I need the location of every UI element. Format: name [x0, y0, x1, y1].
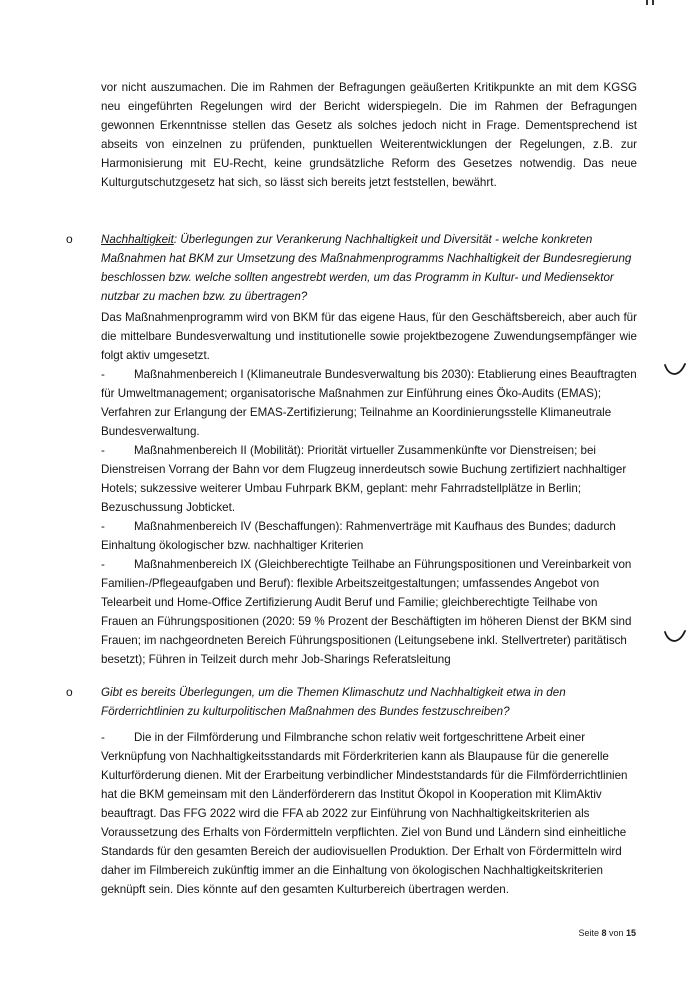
section-klimaschutz-answer — [101, 728, 637, 899]
question-text: Gibt es bereits Überlegungen, um die Themen Klimaschutz und Nachhaltigkeit etwa in den Förderrichtlinien zu kulturpolitischen Maßnahmen des Bundes festzuschreiben? — [101, 686, 566, 718]
check-tick-icon — [664, 363, 686, 377]
corner-staple-mark — [646, 0, 656, 6]
list-dash: - — [101, 368, 105, 381]
list-item — [101, 517, 637, 555]
answer-intro: Das Maßnahmenprogramm wird von BKM für das eigene Haus, für den Geschäftsbereich, aber auch für die mittelbare Bundesverwaltung und institutionelle sowie projektbezogene Zuwendungsempfänger wie folgt aktiv umgesetzt. — [101, 311, 637, 362]
measure-list — [101, 365, 637, 669]
intro-paragraph: vor nicht auszumachen. Die im Rahmen der Befragungen geäußerten Kritikpunkte an mit dem KGSG neu eingeführten Regelungen wird der Bericht widerspiegeln. Die im Rahmen der Befragungen gewonnen Erkenntnisse stellen das Gesetz als solches jedoch nicht in Frage. Dementsprechend ist abseits von einzelnen zu prüfenden, punktuellen Weiterentwicklungen der Regelungen, z.B. zur Harmonisierung mit EU-Recht, keine grundsätzliche Reform des Gesetzes notwendig. Das neue Kulturgutschutzgesetz hat sich, so lässt sich bereits jetzt feststellen, bewährt. — [101, 81, 637, 189]
question-text — [101, 230, 637, 306]
section-klimaschutz-question — [66, 683, 637, 721]
list-dash: - — [101, 444, 105, 457]
list-dash: - — [101, 558, 105, 571]
section-nachhaltigkeit-question — [66, 230, 637, 306]
list-item-text: Maßnahmenbereich IV (Beschaffungen): Rahmenverträge mit Kaufhaus des Bundes; dadurch Einhaltung ökologischer bzw. nachhaltiger Kriterien — [101, 520, 616, 552]
list-item — [101, 441, 637, 517]
list-item-text: Die in der Filmförderung und Filmbranche schon relativ weit fortgeschrittene Arbeit einer Verknüpfung von Nachhaltigkeitsstandards mit Förderkriterien kann als Blaupause für die generelle Kulturförderung dienen. Mit der Erarbeitung verbindlicher Mindeststandards für die Filmförderrichtlinien hat die BKM gemeinsam mit den Länderförderern das Institut Ökopol in Kooperation mit KlimAktiv beauftragt. Das FFG 2022 wird die FFA ab 2022 zur Einführung von Nachhaltigkeitskriterien als Voraussetzung des Erhalts von Fördermitteln verpflichten. Ziel von Bund und Ländern sind einheitliche Standards für den gesamten Bereich der audiovisuellen Produktion. Der Erhalt von Fördermitteln wird daher im Filmbereich zukünftig immer an die Einhaltung von ökologischen Nachhaltigkeitskriterien geknüpft sein. Dies könnte auf den gesamten Kulturbereich übertragen werden. — [101, 731, 628, 896]
list-dash: - — [101, 520, 105, 533]
intro-paragraph-block — [101, 78, 637, 192]
list-dash: - — [101, 731, 105, 744]
question-label: Nachhaltigkeit — [101, 233, 174, 246]
list-item — [101, 365, 637, 441]
list-item-text: Maßnahmenbereich I (Klimaneutrale Bundesverwaltung bis 2030): Etablierung eines Beauftragten für Umweltmanagement; organisatorische Maßnahmen zur Einführung eines Öko-Audits (EMAS); Verfahren zur Erlangung der EMAS-Zertifizierung; Teilnahme an Koordinierungsstelle Klimaneutrale Bundesverwaltung. — [101, 368, 637, 438]
footer-page-total: 15 — [625, 928, 636, 938]
check-tick-icon — [664, 630, 686, 644]
section-bullet: o — [66, 685, 73, 699]
footer-page-number: 8 — [601, 928, 607, 938]
list-item-text: Maßnahmenbereich IX (Gleichberechtigte Teilhabe an Führungspositionen und Vereinbarkeit von Familien-/Pflegeaufgaben und Beruf): flexible Arbeitszeitgestaltungen; umfassendes Angebot von Telearbeit und Home-Office Zertifizierung Audit Beruf und Familie; gleichberechtigte Teilhabe von Frauen an Führungspositionen (2020: 59 % Prozent der Beschäftigten im höheren Dienst der BKM sind Frauen; im nachgeordneten Bereich Führungspositionen (Leitungsebene inkl. Stellvertreter) paritätisch besetzt); Führen in Teilzeit durch mehr Job-Sharings Referatsleitung — [101, 558, 632, 666]
section-bullet: o — [66, 232, 73, 246]
section-nachhaltigkeit-answer — [101, 308, 637, 669]
footer-prefix: Seite — [578, 928, 602, 938]
list-item — [101, 728, 637, 899]
page-footer — [578, 927, 636, 939]
list-item-text: Maßnahmenbereich II (Mobilität): Priorität virtueller Zusammenkünfte vor Dienstreisen; bei Dienstreisen Vorrang der Bahn vor dem Flugzeug innerdeutsch sowie Buchung zertifiziert nachhaltiger Hotels; sukzessive weiterer Umbau Fuhrpark BKM, geplant: mehr Fahrradstellplätze in Berlin; Bezuschussung Jobticket. — [101, 444, 627, 514]
list-item — [101, 555, 637, 669]
footer-middle: von — [606, 928, 626, 938]
question-body: : Überlegungen zur Verankerung Nachhaltigkeit und Diversität - welche konkreten Maßnahmen hat BKM zur Umsetzung des Maßnahmenprogramms Nachhaltigkeit der Bundesregierung beschlossen bzw. welche sollten angestrebt werden, um das Programm in Kultur- und Mediensektor nutzbar zu machen bzw. zu übertragen? — [101, 233, 632, 303]
